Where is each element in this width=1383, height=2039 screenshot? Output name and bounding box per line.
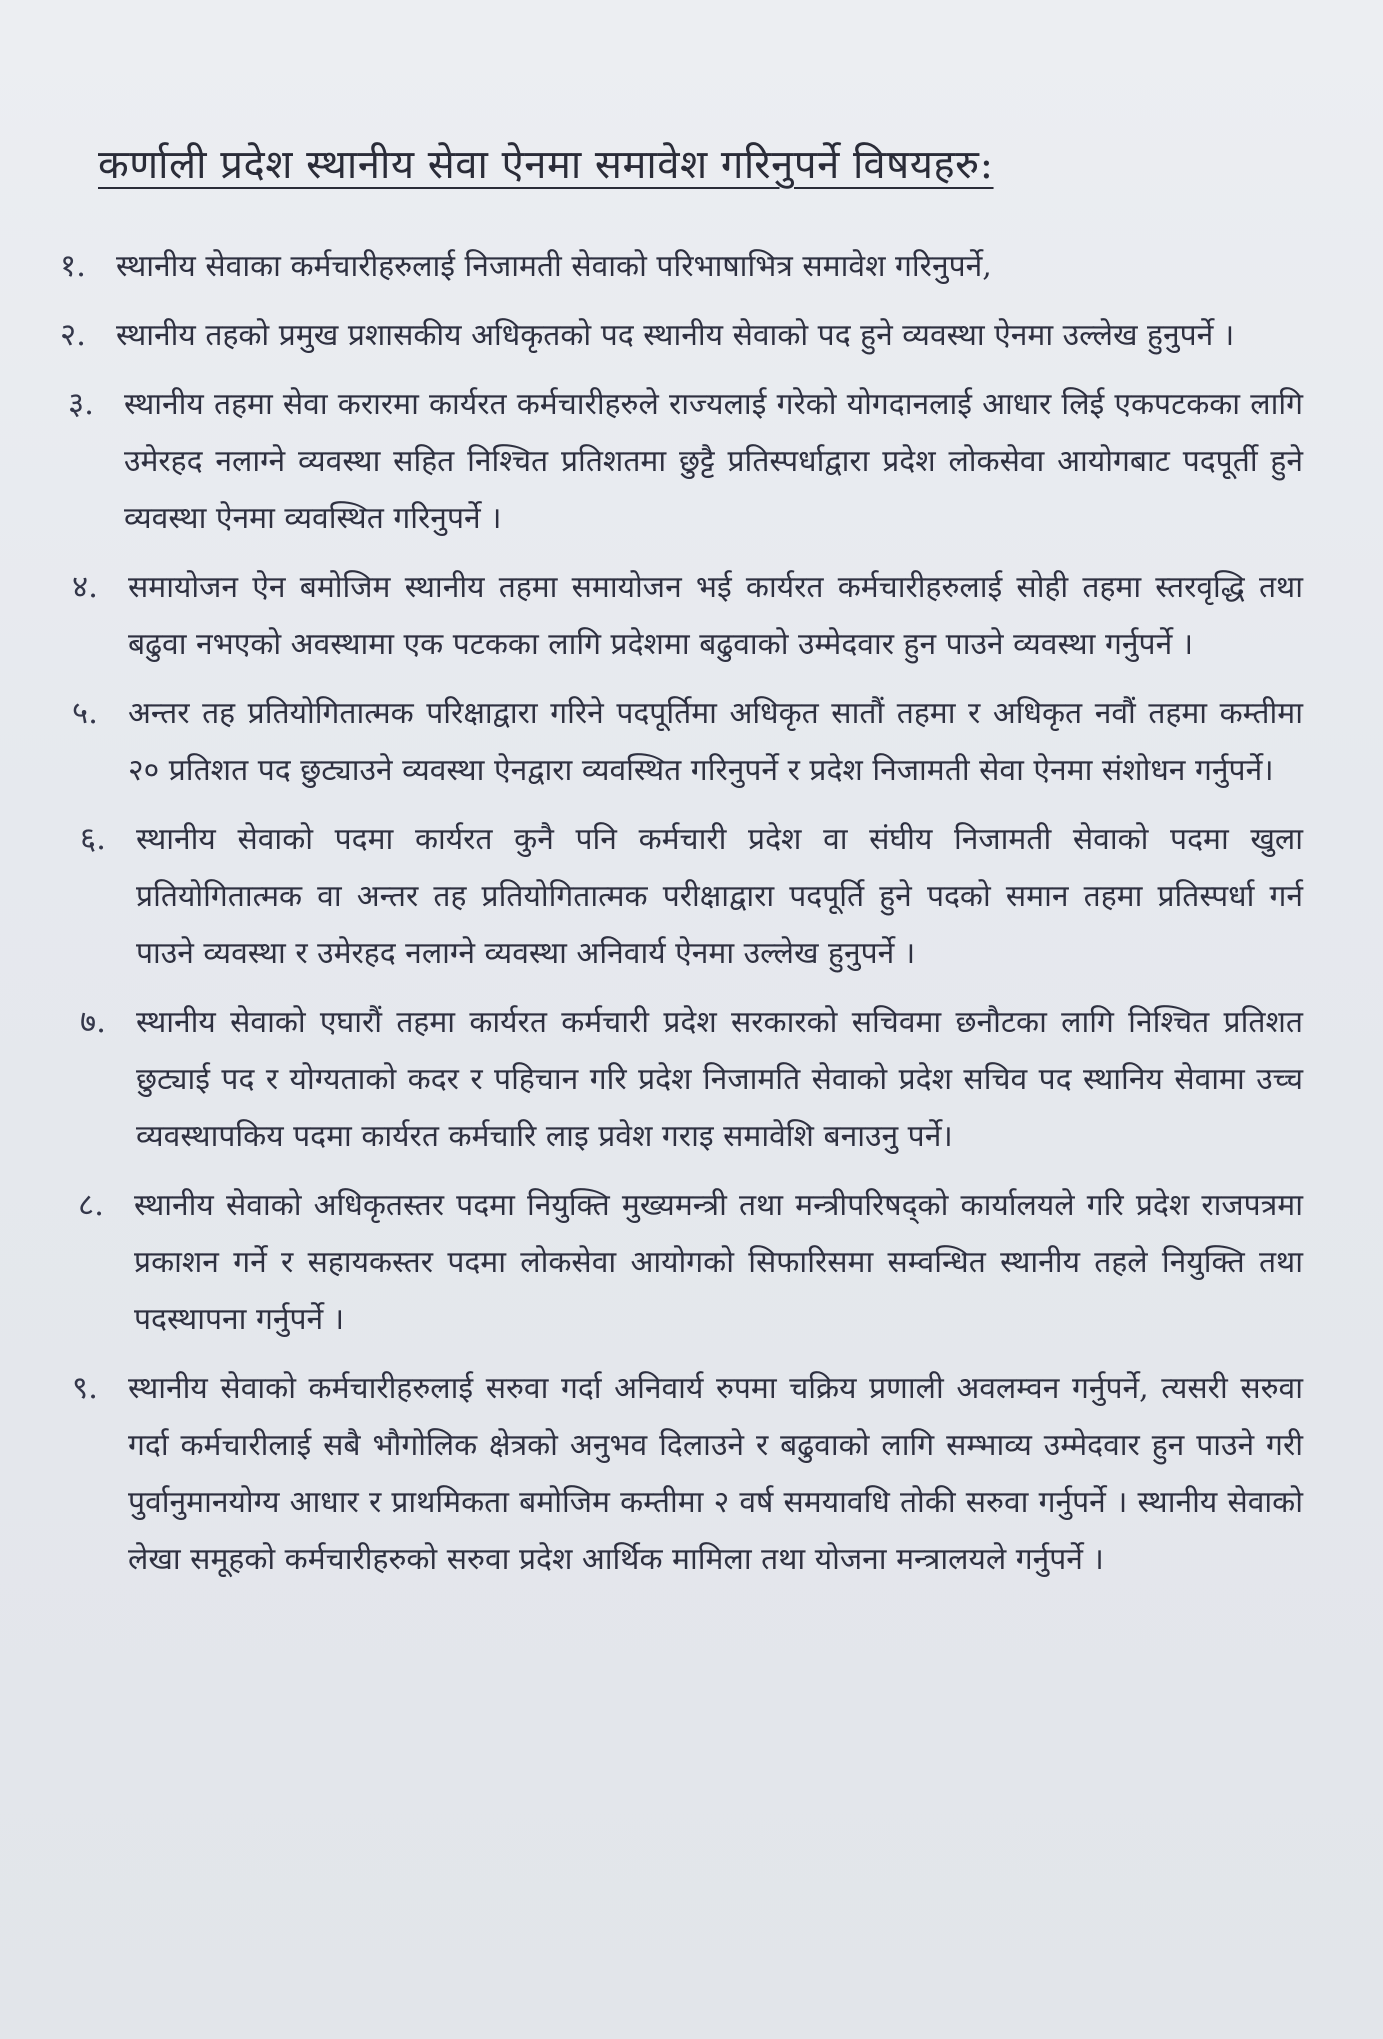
list-item xyxy=(72,1360,1313,1588)
item-text: स्थानीय सेवाको पदमा कार्यरत कुनै पनि कर्मचारी प्रदेश वा संघीय निजामती सेवाको पदमा खुला प्रतियोगितात्मक वा अन्तर तह प्रतियोगितात्मक परीक्षाद्वारा पदपूर्ति हुने पदको समान तहमा प्रतिस्पर्धा गर्न पाउने व्यवस्था र उमेरहद नलाग्ने व्यवस्था अनिवार्य ऐनमा उल्लेख हुनुपर्ने । xyxy=(136,822,1303,971)
item-text: स्थानीय सेवाको कर्मचारीहरुलाई सरुवा गर्दा अनिवार्य रुपमा चक्रिय प्रणाली अवलम्वन गर्नुपर्ने, त्यसरी सरुवा गर्दा कर्मचारीलाई सबै भौगोलिक क्षेत्रको अनुभव दिलाउने र बढुवाको लागि सम्भाव्य उम्मेदवार हुन पाउने गरी पुर्वानुमानयोग्य आधार र प्राथमिकता बमोजिम कम्तीमा २ वर्ष समयावधि तोकी सरुवा गर्नुपर्ने । स्थानीय सेवाको लेखा समूहको कर्मचारीहरुको सरुवा प्रदेश आर्थिक मामिला तथा योजना मन्त्रालयले गर्नुपर्ने । xyxy=(128,1371,1303,1577)
item-text: समायोजन ऐन बमोजिम स्थानीय तहमा समायोजन भई कार्यरत कर्मचारीहरुलाई सोही तहमा स्तरवृद्धि तथा बढुवा नभएको अवस्थामा एक पटकका लागि प्रदेशमा बढुवाको उम्मेदवार हुन पाउने व्यवस्था गर्नुपर्ने । xyxy=(128,570,1303,662)
list-item xyxy=(72,685,1313,799)
item-number: ८. xyxy=(78,1187,104,1223)
item-text: स्थानीय सेवाको एघारौं तहमा कार्यरत कर्मचारी प्रदेश सरकारको सचिवमा छनौटका लागि निश्चित प्रतिशत छुट्याई पद र योग्यताको कदर र पहिचान गरि प्रदेश निजामति सेवाको प्रदेश सचिव पद स्थानिय सेवामा उच्च व्यवस्थापकिय पदमा कार्यरत कर्मचारि लाइ प्रवेश गराइ समावेशि बनाउनु पर्ने। xyxy=(136,1005,1304,1154)
item-text: स्थानीय तहमा सेवा करारमा कार्यरत कर्मचारीहरुले राज्यलाई गरेको योगदानलाई आधार लिई एकपटकका लागि उमेरहद नलाग्ने व्यवस्था सहित निश्चित प्रतिशतमा छुट्टै प्रतिस्पर्धाद्वारा प्रदेश लोकसेवा आयोगबाट पदपूर्ती हुने व्यवस्था ऐनमा व्यवस्थित गरिनुपर्ने । xyxy=(124,387,1303,536)
item-number: २. xyxy=(60,317,86,353)
document-title: कर्णाली प्रदेश स्थानीय सेवा ऐनमा समावेश गरिनुपर्ने विषयहरु: xyxy=(98,142,994,188)
list-item xyxy=(80,811,1313,982)
requirements-list xyxy=(60,238,1313,1588)
list-item xyxy=(78,1177,1313,1348)
item-text: अन्तर तह प्रतियोगितात्मक परिक्षाद्वारा गरिने पदपूर्तिमा अधिकृत सातौं तहमा र अधिकृत नवौं तहमा कम्तीमा २० प्रतिशत पद छुट्याउने व्यवस्था ऐनद्वारा व्यवस्थित गरिनुपर्ने र प्रदेश निजामती सेवा ऐनमा संशोधन गर्नुपर्ने। xyxy=(128,696,1303,788)
item-number: १. xyxy=(60,248,86,284)
list-item xyxy=(80,994,1313,1165)
item-text: स्थानीय तहको प्रमुख प्रशासकीय अधिकृतको पद स्थानीय सेवाको पद हुने व्यवस्था ऐनमा उल्लेख हुनुपर्ने । xyxy=(116,318,1235,353)
item-number: ५. xyxy=(72,695,98,731)
item-text: स्थानीय सेवाका कर्मचारीहरुलाई निजामती सेवाको परिभाषाभित्र समावेश गरिनुपर्ने, xyxy=(116,249,992,284)
list-item xyxy=(72,559,1313,673)
item-number: ४. xyxy=(72,569,98,605)
item-text: स्थानीय सेवाको अधिकृतस्तर पदमा नियुक्ति मुख्यमन्त्री तथा मन्त्रीपरिषद्को कार्यालयले गरि प्रदेश राजपत्रमा प्रकाशन गर्ने र सहायकस्तर पदमा लोकसेवा आयोगको सिफारिसमा सम्वन्धित स्थानीय तहले नियुक्ति तथा पदस्थापना गर्नुपर्ने । xyxy=(134,1188,1303,1337)
item-number: ३. xyxy=(68,386,94,422)
list-item xyxy=(60,307,1313,364)
list-item xyxy=(60,238,1313,295)
list-item xyxy=(68,376,1313,547)
item-number: ६. xyxy=(80,821,106,857)
item-number: ७. xyxy=(80,1004,106,1040)
item-number: ९. xyxy=(72,1370,98,1406)
